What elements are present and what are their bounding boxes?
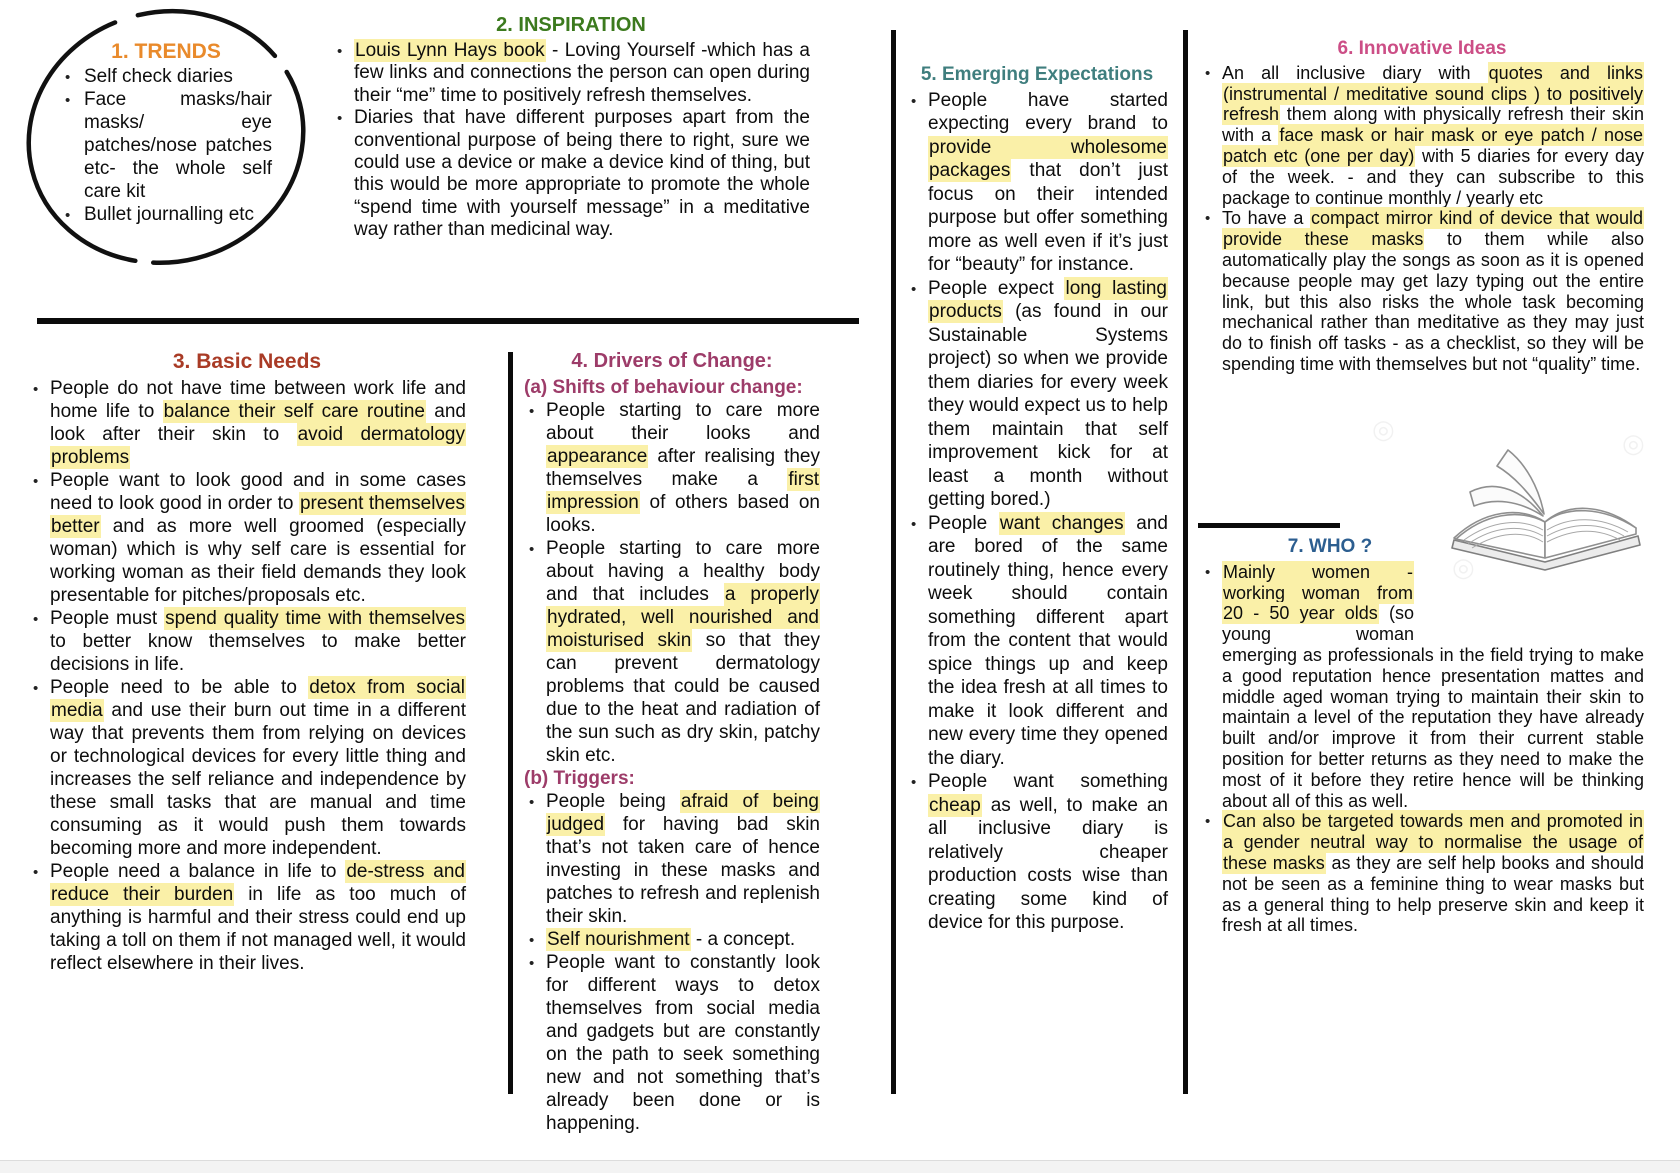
section-innovative-ideas	[1200, 38, 1644, 375]
trends-list	[60, 65, 272, 226]
trends-content	[60, 40, 272, 226]
inspiration-title: 2. INSPIRATION	[496, 14, 646, 36]
window-bottom-edge	[0, 1160, 1680, 1173]
bullet-item: • People want to constantly look for different ways to detox themselves from social media and gadgets but are constantly on the path to seek something new and not something that’s already been done or is happening.	[524, 951, 820, 1135]
divider-vertical-1	[508, 352, 513, 1094]
drivers-title: 4. Drivers of Change:	[571, 350, 773, 372]
section-basic-needs	[28, 350, 466, 975]
divider-vertical-3	[1183, 30, 1188, 1094]
bullet-item: • People need a balance in life to de-stress and reduce their burden in life as too much of anything is harmful and their stress could end up taking a toll on them if not managed well, it would reflect elsewhere in their lives.	[28, 860, 466, 975]
bullet-item: • People have started expecting every brand to provide wholesome packages that don’t just focus on their intended purpose but offer something more as well even if it’s just for “beauty” for instance.	[906, 89, 1168, 277]
section-trends	[20, 4, 312, 274]
bullet-item: • People want to look good and in some cases need to look good in order to present themselves better and as more well groomed (especially woman) which is why self care is essential for working woman as their field demands they look presentable for pitches/proposals etc.	[28, 469, 466, 607]
who-content	[1200, 562, 1644, 936]
watermark-icon: ◎	[1452, 552, 1475, 582]
bullet-item: • People want changes and are bored of the same routinely thing, hence every week should contain something different apart from the content that would spice things up and keep the idea fresh at all times to make it look different and new every time they opened the diary.	[906, 512, 1168, 771]
bullet-item: • People starting to care more about having a healthy body and that includes a properly hydrated, well nourished and moisturised skin so that they can prevent dermatology problems that could be caused due to the heat and radiation of the sun such as dry skin, patchy skin etc.	[524, 537, 820, 767]
divider-vertical-2	[891, 30, 896, 1094]
expectations-title: 5. Emerging Expectations	[920, 64, 1154, 85]
drivers-list-a	[524, 399, 820, 767]
section-inspiration	[332, 14, 810, 242]
inspiration-list	[332, 40, 810, 242]
section-drivers-of-change	[524, 350, 820, 1135]
bullet-item: • People want something cheap as well, to make an all inclusive diary is relatively cheaper production costs wise than creating some kind of device for this purpose.	[906, 770, 1168, 935]
bullet-item: • Bullet journalling etc	[60, 203, 272, 226]
expectations-list	[906, 89, 1168, 935]
bullet-item: • People being afraid of being judged for having bad skin that’s not taken care of hence investing in these masks and patches to refresh and replenish their skin.	[524, 790, 820, 928]
trends-title: 1. TRENDS	[111, 40, 221, 63]
basic-needs-title: 3. Basic Needs	[172, 350, 322, 373]
divider-horizontal-top	[37, 318, 859, 324]
bullet-item: • An all inclusive diary with quotes and links (instrumental / meditative sound clips ) to positively refresh them along with physically refresh their skin with a face mask or hair mask or eye patch / nose patch etc (one per day) with 5 diaries for every day of the week. - and they can subscribe to this package to continue monthly / yearly etc	[1200, 63, 1644, 209]
bullet-item: • Louis Lynn Hays book - Loving Yourself -which has a few links and connections the person can open during their “me” time to positively refresh themselves.	[332, 40, 810, 107]
bullet-item: • People starting to care more about their looks and appearance after realising they themselves make a first impression of others based on looks.	[524, 399, 820, 537]
bullet-item: • People do not have time between work life and home life to balance their self care routine and look after their skin to avoid dermatology problems	[28, 377, 466, 469]
bullet-item: • Diaries that have different purposes apart from the conventional purpose of being there to right, sure we could use a device or make a device kind of thing, but this would be more appropriate to promote the whole “spend time with yourself message” in a meditative way rather than medicinal way.	[332, 107, 810, 241]
bullet-item: • Self check diaries	[60, 65, 272, 88]
watermark-icon: ◎	[1372, 414, 1395, 444]
divider-horizontal-who	[1198, 523, 1340, 528]
drivers-subheading-a: (a) Shifts of behaviour change:	[524, 377, 803, 398]
bullet-item: • People need to be able to detox from social media and use their burn out time in a different way that prevents them from relying on devices or technological devices for every little thing and increases the self reliance and independence by these small tasks that are manual and time consuming as it would push them towards becoming more and more independent.	[28, 676, 466, 860]
ideas-title: 6. Innovative Ideas	[1337, 38, 1507, 59]
bullet-item: • People expect long lasting products (as found in our Sustainable Systems project) so when we provide them diaries for every week they would expect us to help them maintain that self improvement kick for at least a month without getting bored.)	[906, 277, 1168, 512]
drivers-subheading-b: (b) Triggers:	[524, 768, 635, 789]
basic-needs-list	[28, 377, 466, 975]
bullet-item: • People must spend quality time with themselves to better know themselves to make better decisions in life.	[28, 607, 466, 676]
bullet-item: • To have a compact mirror kind of device that would provide these masks to them while also automatically play the songs as soon as it is opened because people may get lazy typing out the entire link, but this also risks the whole task becoming mechanical rather than meditative as they may just do to finish off tasks - as a checklist, so they will be spending time with themselves but not “quality” time.	[1200, 208, 1644, 374]
who-list	[1200, 562, 1644, 936]
open-book-image	[1372, 414, 1652, 582]
bullet-item: • Can also be targeted towards men and promoted in a gender neutral way to normalise the usage of these masks as they are self help books and should not be seen as a feminine thing to wear masks but as a general thing to help preserve skin and keep it fresh at all times.	[1200, 811, 1644, 936]
bullet-item: • Mainly women - working woman from 20 - 50 year olds (so young woman emerging as professionals in the field trying to make a good reputation hence presentation mattes and middle aged woman trying to maintain their skin to maintain a level of the reputation they have already built and/or improve it from their current stable position for better returns as they need to make the most of it before they retire hence will be thinking about all of this as well.	[1200, 562, 1644, 812]
who-title: 7. WHO ?	[1287, 536, 1373, 557]
bullet-item: • Self nourishment - a concept.	[524, 928, 820, 951]
watermark-icon: ◎	[1622, 428, 1645, 458]
section-who	[1200, 536, 1644, 936]
bullet-item: • Face masks/hair masks/ eye patches/nose patches etc- the whole self care kit	[60, 88, 272, 203]
drivers-list-b	[524, 790, 820, 1135]
ideas-list	[1200, 63, 1644, 375]
section-emerging-expectations	[906, 64, 1168, 935]
